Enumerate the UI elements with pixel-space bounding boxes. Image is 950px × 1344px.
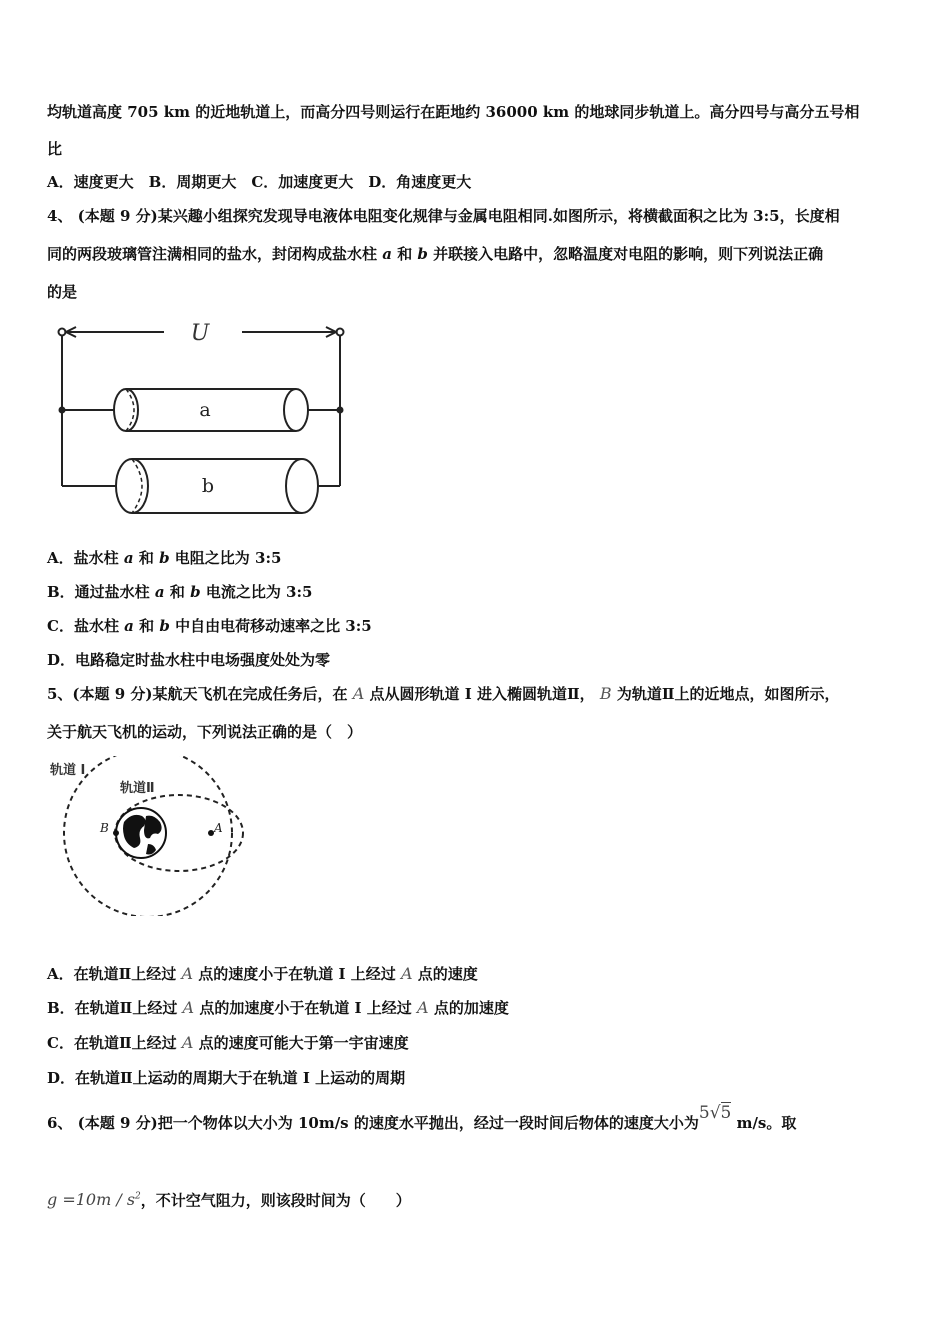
q5-stem-line1: 5、(本题 9 分)某航天飞机在完成任务后，在 A 点从圆形轨道 I 进入椭圆轨道Ⅱ， B 为轨道Ⅱ上的近地点，如图所示， — [47, 684, 840, 703]
q4-option-b: B．通过盐水柱 a 和 b 电流之比为 3:5 — [47, 583, 313, 601]
q5-option-b: B．在轨道Ⅱ上经过 A 点的加速度小于在轨道 I 上经过 A 点的加速度 — [47, 998, 509, 1017]
q5-option-c: C．在轨道Ⅱ上经过 A 点的速度可能大于第一宇宙速度 — [47, 1033, 409, 1052]
q5-option-a: A．在轨道Ⅱ上经过 A 点的速度小于在轨道 I 上经过 A 点的速度 — [47, 964, 478, 983]
q4-circuit-diagram — [52, 318, 352, 528]
voltage-label: U — [190, 321, 210, 346]
point-b-label: B — [100, 821, 109, 835]
q5-orbit-diagram — [44, 756, 244, 916]
orbit-1-label: 轨道 I — [50, 763, 86, 778]
tube-a-label: a — [199, 399, 211, 421]
q3-text-line2: 比 — [47, 140, 63, 158]
q3-text-line1: 均轨道高度 705 km 的近地轨道上，而高分四号则运行在距地约 36000 km 的地球同步轨道上。高分四号与高分五号相 — [47, 103, 860, 121]
q4-stem-line1: 4、 (本题 9 分)某兴趣小组探究发现导电液体电阻变化规律与金属电阻相同.如图所示，将横截面积之比为 3:5，长度相 — [47, 207, 840, 225]
q5-stem-line2: 关于航天飞机的运动，下列说法正确的是（ ） — [47, 723, 363, 741]
q4-option-c: C．盐水柱 a 和 b 中自由电荷移动速率之比 3:5 — [47, 617, 372, 635]
point-a-label: A — [214, 821, 223, 835]
speed-formula: 5√5 — [698, 1103, 732, 1123]
q4-stem-line2: 同的两段玻璃管注满相同的盐水，封闭构成盐水柱 a 和 b 并联接入电路中，忽略温度对电阻的影响，则下列说法正确 — [47, 245, 824, 263]
tube-b-label: b — [201, 475, 215, 497]
q5-option-d: D．在轨道Ⅱ上运动的周期大于在轨道 I 上运动的周期 — [47, 1069, 406, 1087]
q6-stem-line1: 6、 (本题 9 分)把一个物体以大小为 10m/s 的速度水平抛出，经过一段时间后物体的速度大小为5√5 m/s。取 — [47, 1103, 797, 1132]
q4-option-a: A．盐水柱 a 和 b 电阻之比为 3:5 — [47, 549, 282, 567]
q4-option-d: D．电路稳定时盐水柱中电场强度处处为零 — [47, 651, 331, 669]
q4-stem-line3: 的是 — [47, 283, 78, 301]
q6-stem-line2: $g =10m / s^2$，不计空气阻力，则该段时间为（ ） — [47, 1190, 411, 1210]
gravity-formula: $g =10m / s^2$ — [47, 1190, 141, 1210]
orbit-2-label: 轨道Ⅱ — [120, 781, 155, 796]
q3-options: A．速度更大 B．周期更大 C．加速度更大 D．角速度更大 — [47, 173, 472, 191]
